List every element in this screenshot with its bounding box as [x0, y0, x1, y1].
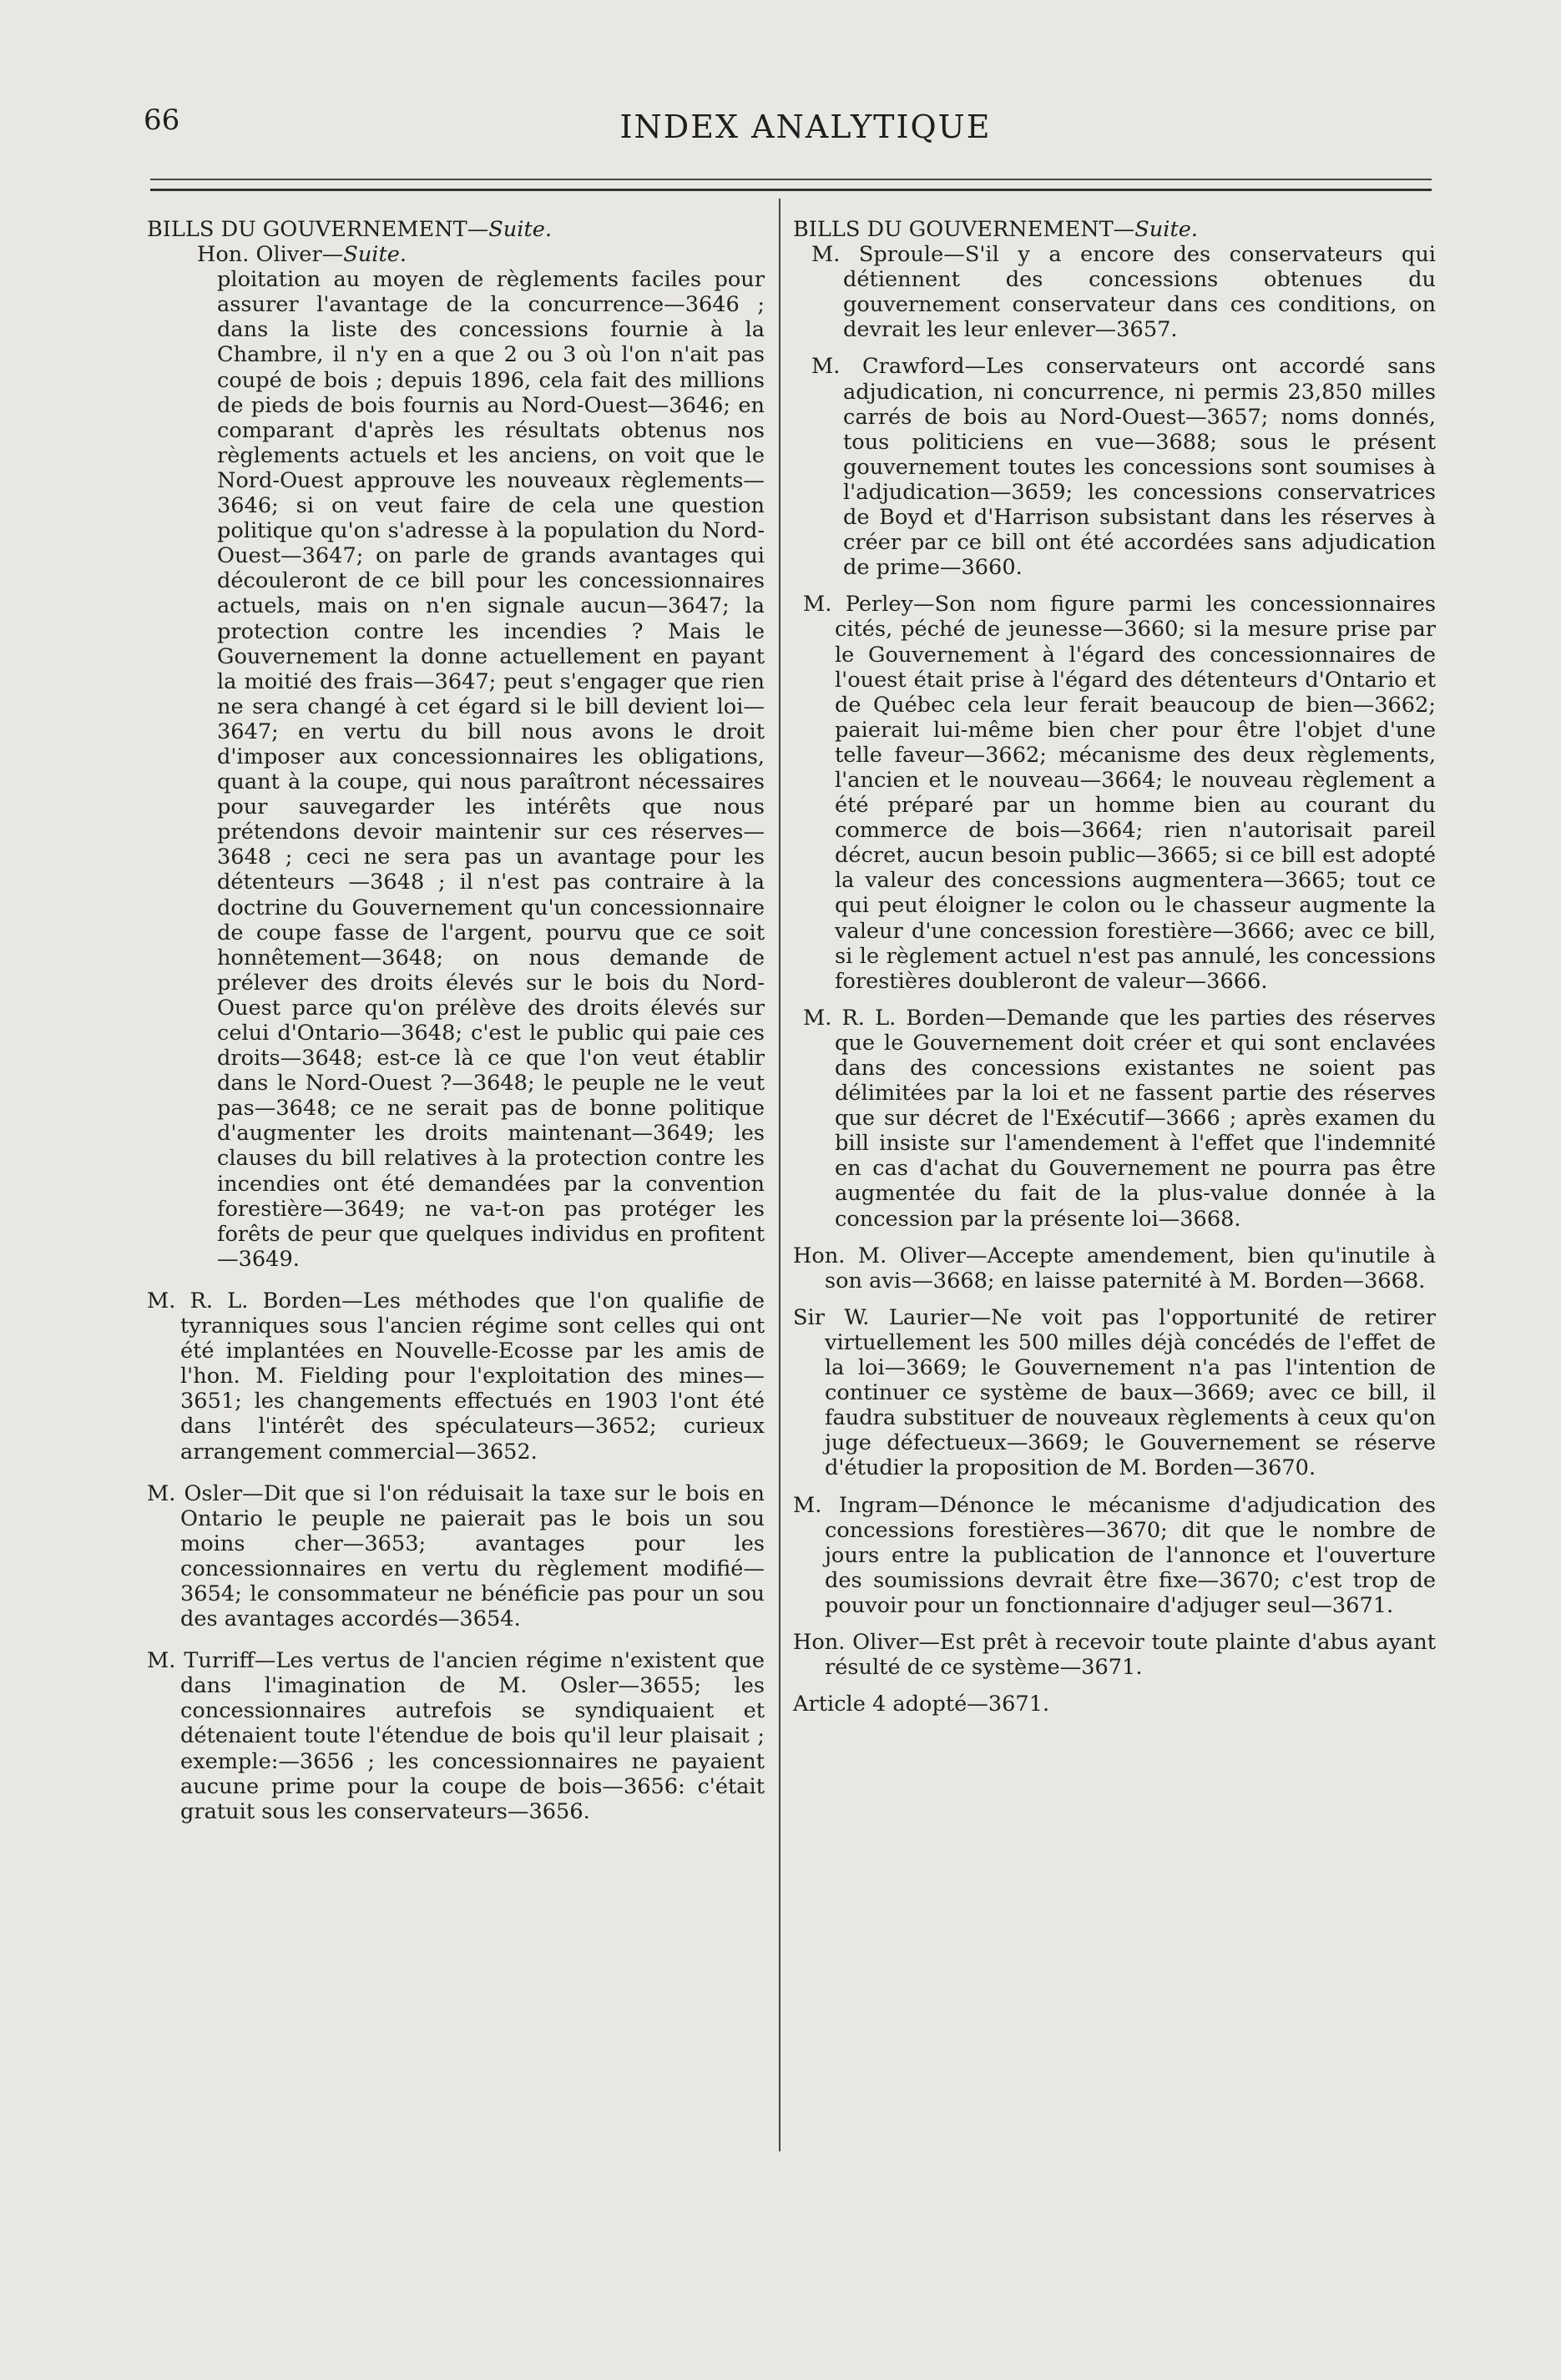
index-entry: M. Crawford—Les conservateurs ont accordé sans adjudication, ni concurrence, ni permis 23,850 milles carrés de bois au Nord-Ouest—3657; noms donnés, tous politiciens en vue—3688; sous le présent gouvernement toutes les concessions sont soumises à l'adjudication—3659; les concessions conservatrices de Boyd et d'Harrison subsistant dans les réserves à créer par ce bill ont été accordées sans adjudication de prime—3660.: [811, 354, 1436, 581]
closing-line: Article 4 adopté—3671.: [793, 1692, 1050, 1717]
continuation-text: ploitation au moyen de règlements faciles pour assurer l'avantage de la concurrence—3646 ; dans la liste des concessions fournie à la Chambre, il n'y en a que 2 ou 3 où l'on n'ait pas coupé de bois ; depuis 1896, cela fait des millions de pieds de bois fournis au Nord-Ouest—3646; en comparant d'après les résultats obtenus nos règlements actuels et les anciens, on voit que le Nord-Ouest approuve les nouveaux règlements—3646; si on veut faire de cela une question politique qu'on s'adresse à la population du Nord-Ouest—3647; on parle de grands avantages qui découleront de ce bill pour les concessionnaires actuels, mais on n'en signale aucun—3647; la protection contre les incendies ? Mais le Gouvernement la donne actuellement en payant la moitié des frais—3647; peut s'engager que rien ne sera changé à cet égard si le bill devient loi—3647; en vertu du bill nous avons le droit d'imposer aux concessionnaires les obligations, quant à la coupe, qui nous paraîtront nécessaires pour sauvegarder les intérêts que nous prétendons devoir maintenir sur ces réserves—3648 ; ceci ne sera pas un avantage pour les détenteurs —3648 ; il n'est pas contraire à la doctrine du Gouvernement qu'un concessionnaire de coupe fasse de l'argent, pourvu que ce soit honnêtement—3648; on nous demande de prélever des droits élevés sur le bois du Nord-Ouest parce qu'on prélève des droits élevés sur celui d'Ontario—3648; c'est le public qui paie ces droits—3648; est-ce là ce que l'on veut établir dans le Nord-Ouest ?—3648; le peuple ne le veut pas—3648; ce ne serait pas de bonne politique d'augmenter les droits maintenant—3649; les clauses du bill relatives à la protection contre les incendies ont été demandées par la convention forestière—3649; ne va-t-on pas protéger les forêts de peur que quelques individus en profitent—3649.: [217, 267, 765, 1272]
left-column: [147, 217, 765, 1824]
index-entry: M. R. L. Borden—Les méthodes que l'on qualifie de tyranniques sous l'ancien régime sont celles qui ont été implantées en Nouvelle-Ecosse par les amis de l'hon. M. Fielding pour l'exploitation des mines—3651; les changements effectués en 1903 l'ont été dans l'intérêt des spéculateurs—3652; curieux arrangement commercial—3652.: [147, 1288, 765, 1465]
header-rule-thick: [150, 189, 1432, 191]
index-entry: Sir W. Laurier—Ne voit pas l'opportunité de retirer virtuellement les 500 milles déjà concédés de l'effet de la loi—3669; le Gouvernement n'a pas l'intention de continuer ce système de baux—3669; avec ce bill, il faudra substituer de nouveaux règlements à ceux qu'on juge défectueux—3669; le Gouvernement se réserve d'étudier la proposition de M. Borden—3670.: [793, 1304, 1436, 1481]
page-number: 66: [144, 103, 180, 137]
speaker-subheading: Hon. Oliver—Suite.: [197, 242, 407, 268]
section-heading: BILLS DU GOUVERNEMENT—Suite.: [793, 217, 1199, 242]
index-entry: M. Ingram—Dénonce le mécanisme d'adjudication des concessions forestières—3670; dit que le nombre de jours entre la publication de l'annonce et l'ouverture des soumissions devrait être fixe—3670; c'est trop de pouvoir pour un fonctionnaire d'adjuger seul—3671.: [793, 1492, 1436, 1618]
index-entry: Hon. Oliver—Est prêt à recevoir toute plainte d'abus ayant résulté de ce système—3671.: [793, 1629, 1436, 1681]
header-rule-thin: [150, 179, 1432, 180]
running-title: INDEX ANALYTIQUE: [619, 108, 992, 145]
index-entry: M. R. L. Borden—Demande que les parties des réserves que le Gouvernement doit créer et qui sont enclavées dans des concessions existantes ne soient pas délimitées par la loi et ne fassent partie des réserves que sur décret de l'Exécutif—3666 ; après examen du bill insiste sur l'amendement à l'effet que l'indemnité en cas d'achat du Gouvernement ne pourra pas être augmentée du fait de la plus-value donnée à la concession par la présente loi—3668.: [803, 1005, 1436, 1232]
column-divider: [779, 199, 780, 2151]
index-entry: Hon. M. Oliver—Accepte amendement, bien qu'inutile à son avis—3668; en laisse paternité à M. Borden—3668.: [793, 1243, 1436, 1293]
index-entry: M. Osler—Dit que si l'on réduisait la taxe sur le bois en Ontario le peuple ne paierait pas le bois un sou moins cher—3653; avantages pour les concessionnaires en vertu du règlement modifié—3654; le consommateur ne bénéficie pas pour un sou des avantages accordés—3654.: [147, 1480, 765, 1632]
index-entry: M. Sproule—S'il y a encore des conservateurs qui détiennent des concessions obtenues du gouvernement conservateur dans ces conditions, on devrait les leur enlever—3657.: [811, 242, 1436, 343]
right-column: [793, 217, 1436, 1717]
section-heading: BILLS DU GOUVERNEMENT—Suite.: [147, 217, 553, 242]
index-entry: M. Turriff—Les vertus de l'ancien régime n'existent que dans l'imagination de M. Osler—3655; les concessionnaires autrefois se syndiquaient et détenaient toute l'étendue de bois qu'il leur plaisait ; exemple:—3656 ; les concessionnaires ne payaient aucune prime pour la coupe de bois—3656: c'était gratuit sous les conservateurs—3656.: [147, 1648, 765, 1824]
index-entry: M. Perley—Son nom figure parmi les concessionnaires cités, péché de jeunesse—3660; si la mesure prise par le Gouvernement à l'égard des concessionnaires de l'ouest était prise à l'égard des détenteurs d'Ontario et de Québec cela leur ferait beaucoup de bien—3662; paierait lui-même bien cher pour être l'objet d'une telle faveur—3662; mécanisme des deux règlements, l'ancien et le nouveau—3664; le nouveau règlement a été préparé par un homme bien au courant du commerce de bois—3664; rien n'autorisait pareil décret, aucun besoin public—3665; si ce bill est adopté la valeur des concessions augmentera—3665; tout ce qui peut éloigner le colon ou le chasseur augmente la valeur d'une concession forestière—3666; avec ce bill, si le règlement actuel n'est pas annulé, les concessions forestières doubleront de valeur—3666.: [803, 592, 1436, 994]
